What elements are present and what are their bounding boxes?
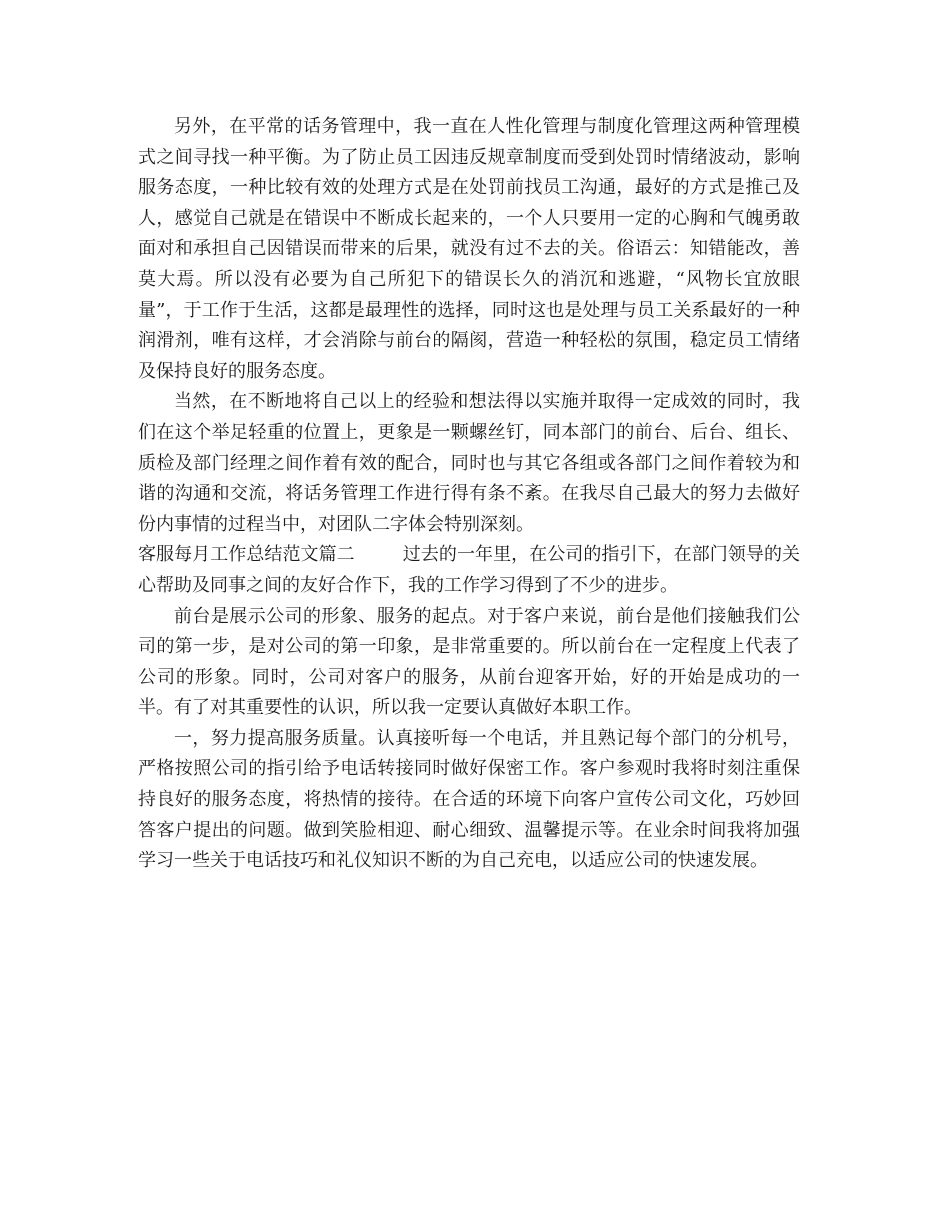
document-body: [138, 112, 800, 877]
section-title: 客服每月工作总结范文篇二: [138, 544, 355, 566]
paragraph-balance-management: 另外，在平常的话务管理中，我一直在人性化管理与制度化管理这两种管理模式之间寻找一种平衡。为了防止员工因违反规章制度而受到处罚时情绪波动，影响服务态度，一种比较有效的处理方式是在处罚前找员工沟通，最好的方式是推己及人，感觉自己就是在错误中不断成长起来的，一个人只要用一定的心胸和气魄勇敢面对和承担自己因错误而带来的后果，就没有过不去的关。俗语云：知错能改，善莫大焉。所以没有必要为自己所犯下的错误长久的消沉和逃避，“风物长宜放眼量”，于工作于生活，这都是最理性的选择，同时这也是处理与员工关系最好的一种润滑剂，唯有这样，才会消除与前台的隔阂，营造一种轻松的氛围，稳定员工情绪及保持良好的服务态度。: [138, 116, 800, 382]
paragraph-front-desk: 前台是展示公司的形象、服务的起点。对于客户来说，前台是他们接触我们公司的第一步，是对公司的第一印象，是非常重要的。所以前台在一定程度上代表了公司的形象。同时，公司对客户的服务，从前台迎客开始，好的开始是成功的一半。有了对其重要性的认识，所以我一定要认真做好本职工作。: [138, 605, 800, 719]
paragraph-service-quality: 一，努力提高服务质量。认真接听每一个电话，并且熟记每个部门的分机号，严格按照公司的指引给予电话转接同时做好保密工作。客户参观时我将时刻注重保持良好的服务态度，将热情的接待。在合适的环境下向客户宣传公司文化，巧妙回答客户提出的问题。做到笑脸相迎、耐心细致、温馨提示等。在业余时间我将加强学习一些关于电话技巧和礼仪知识不断的为自己充电，以适应公司的快速发展。: [138, 727, 800, 872]
section-two-intro: [138, 540, 800, 601]
paragraph-teamwork: 当然，在不断地将自己以上的经验和想法得以实施并取得一定成效的同时，我们在这个举足轻重的位置上，更象是一颗螺丝钉，同本部门的前台、后台、组长、质检及部门经理之间作着有效的配合，同时也与其它各组或各部门之间作着较为和谐的沟通和交流，将话务管理工作进行得有条不紊。在我尽自己最大的努力去做好份内事情的过程当中，对团队二字体会特别深刻。: [138, 391, 800, 535]
section-intro-text: 过去的一年里，在公司的指引下，在部门领导的关心帮助及同事之间的友好合作下，我的工作学习得到了不少的进步。: [138, 544, 801, 596]
